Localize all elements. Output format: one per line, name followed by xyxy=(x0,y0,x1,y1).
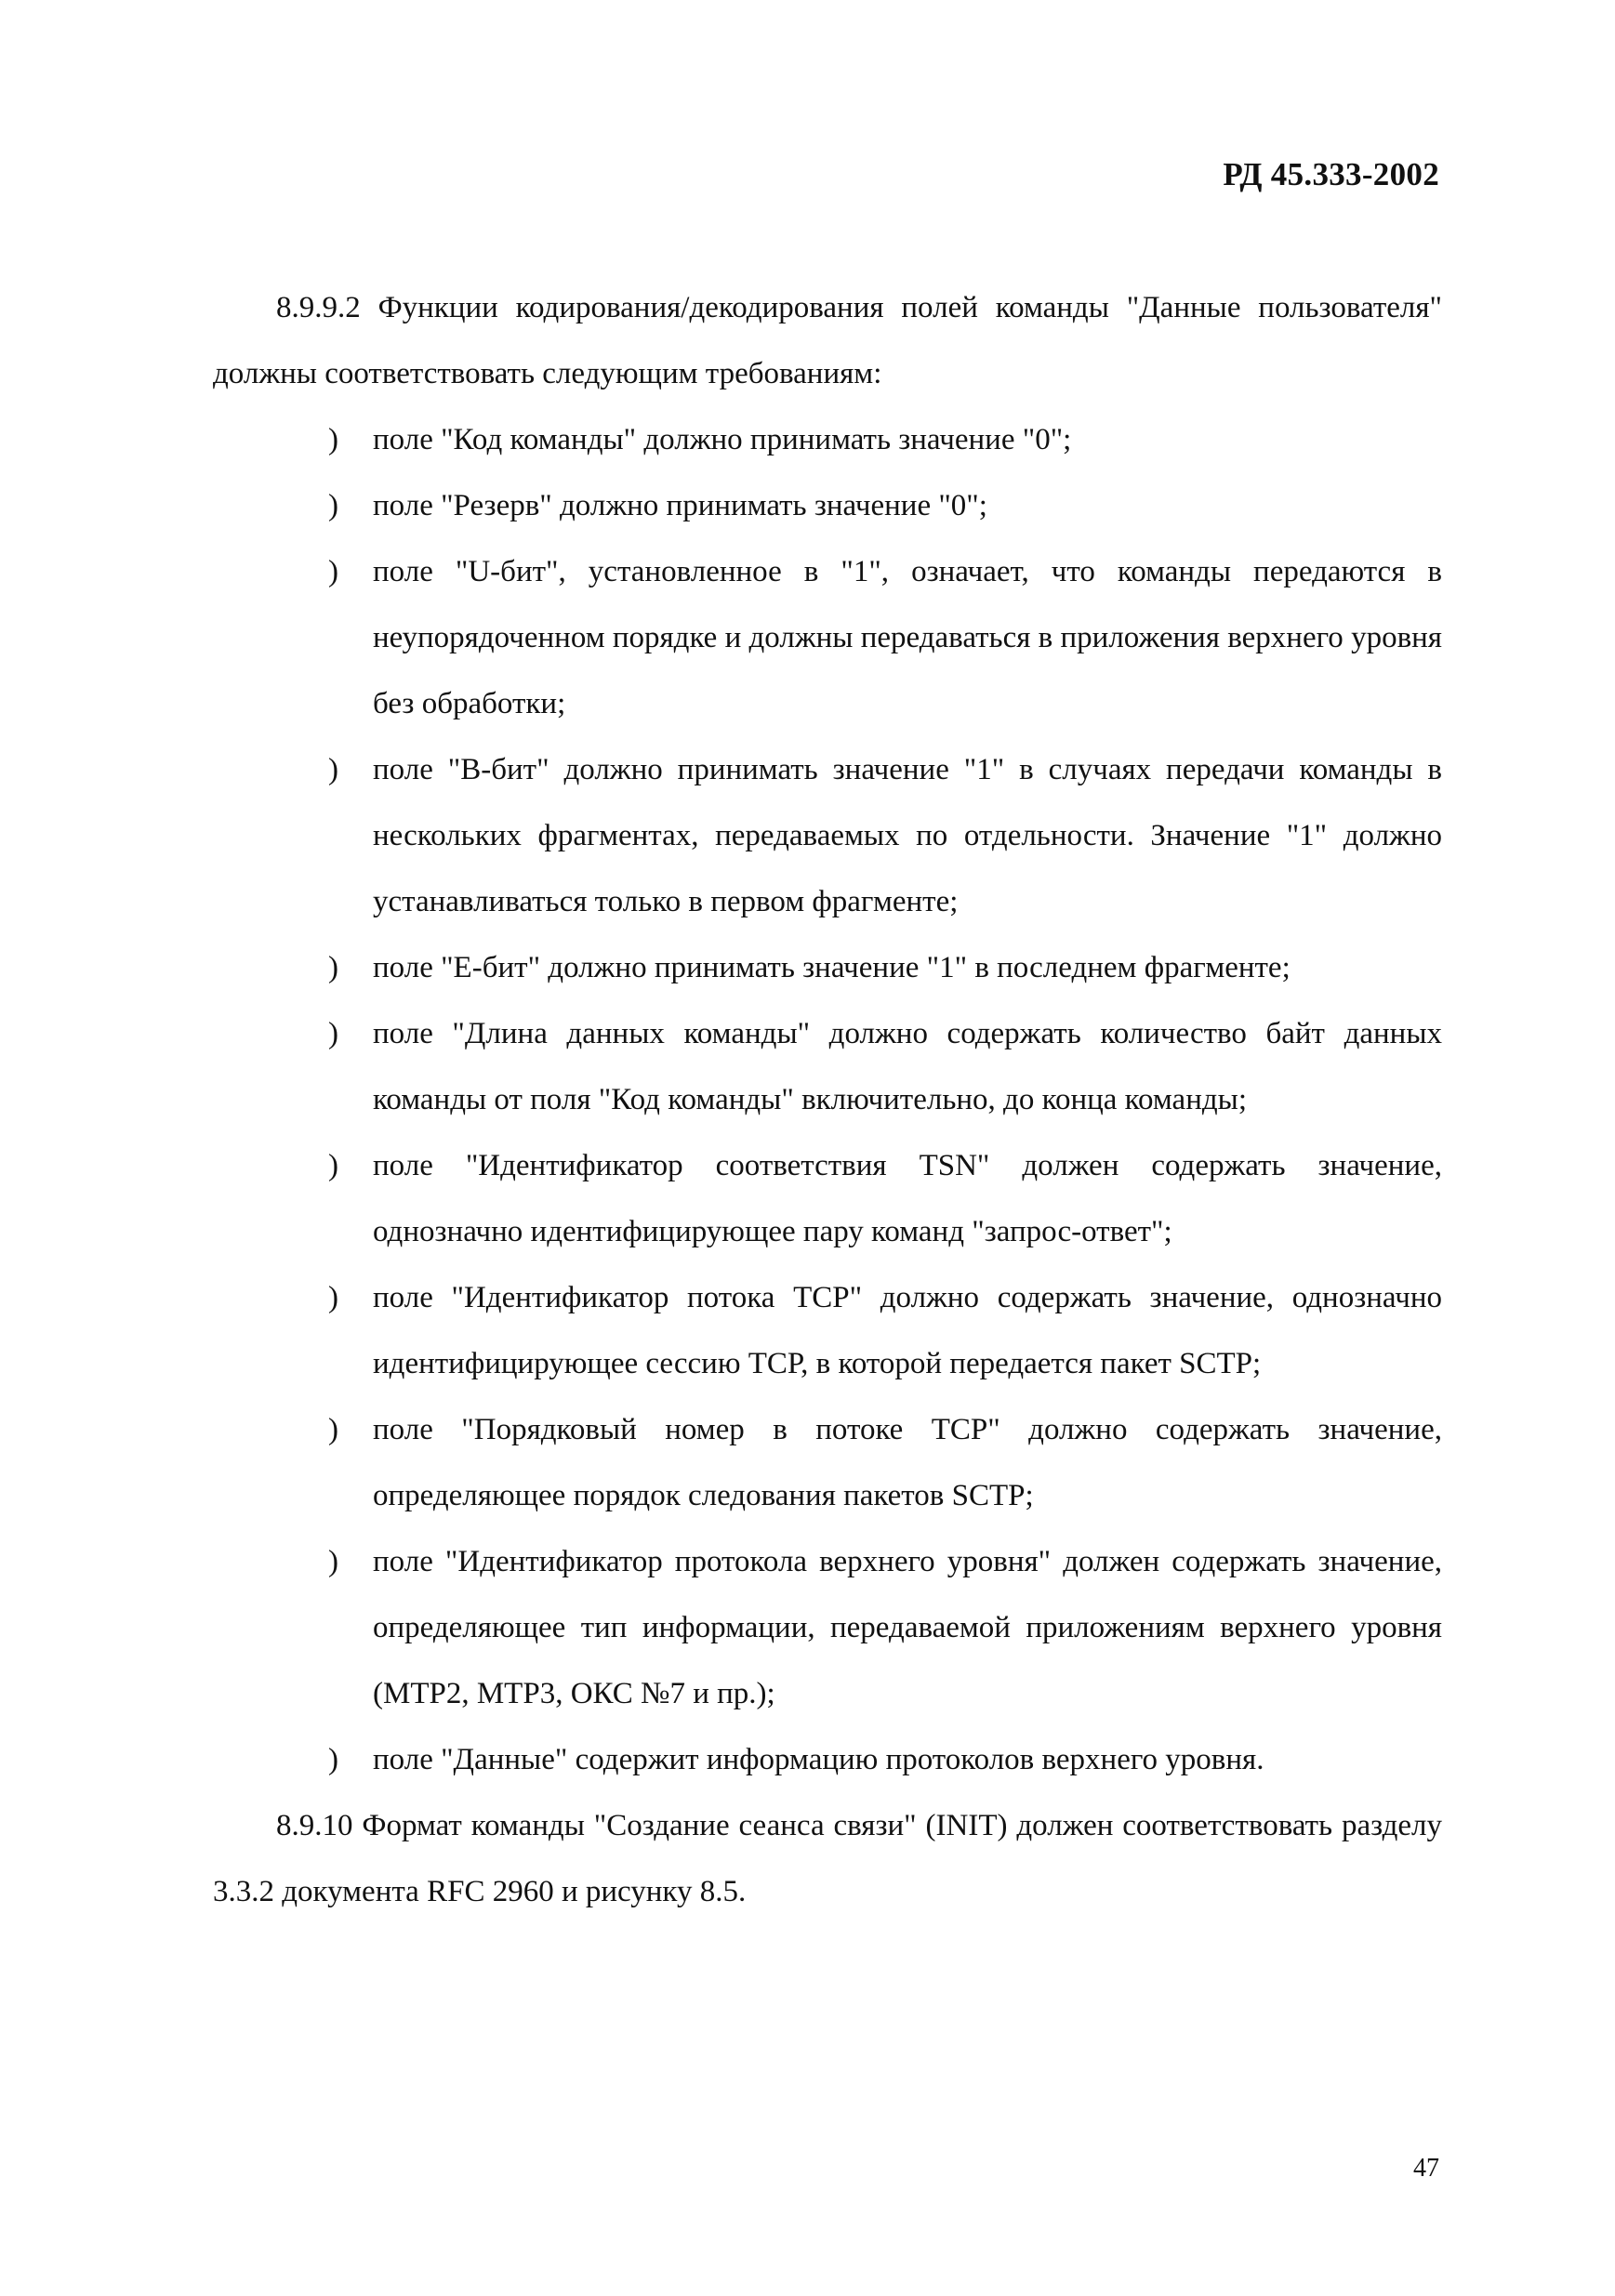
section-8-9-9-2-intro: 8.9.9.2 Функции кодирования/декодирования полей команды "Данные пользователя" должны соответствовать следующим требованиям: xyxy=(213,291,1442,390)
list-item xyxy=(213,539,1442,737)
bullet-marker: ) xyxy=(328,1149,338,1182)
bullet-marker: ) xyxy=(328,951,338,984)
list-item-text: поле "Идентификатор протокола верхнего уровня" должен содержать значение, определяющее тип информации, передаваемой приложениям верхнего уровня (МТР2, МТР3, ОКС №7 и пр.); xyxy=(373,1545,1442,1710)
list-item-text: поле "Резерв" должно принимать значение "0"; xyxy=(373,489,987,522)
list-item-text: поле "Е-бит" должно принимать значение "1" в последнем фрагменте; xyxy=(373,951,1291,984)
bullet-marker: ) xyxy=(328,1017,338,1050)
list-item xyxy=(213,737,1442,935)
bullet-marker: ) xyxy=(328,1743,338,1776)
document-code-header: РД 45.333-2002 xyxy=(1223,156,1439,192)
bullet-marker: ) xyxy=(328,1281,338,1314)
list-item xyxy=(213,1001,1442,1133)
list-item xyxy=(213,407,1442,473)
list-item xyxy=(213,1727,1442,1793)
list-item-text: поле "Идентификатор соответствия TSN" должен содержать значение, однозначно идентифицирующее пару команд "запрос-ответ"; xyxy=(373,1149,1442,1248)
bullet-marker: ) xyxy=(328,753,338,786)
list-item-text: поле "Идентификатор потока ТСР" должно содержать значение, однозначно идентифицирующее сессию ТСР, в которой передается пакет SCTP; xyxy=(373,1281,1442,1380)
bullet-marker: ) xyxy=(328,489,338,522)
list-item-text: поле "U-бит", установленное в "1", означает, что команды передаются в неупорядоченном порядке и должны передаваться в приложения верхнего уровня без обработки; xyxy=(373,555,1442,720)
bullet-marker: ) xyxy=(328,1413,338,1446)
section-8-9-10-text: 8.9.10 Формат команды "Создание сеанса связи" (INIT) должен соответствовать разделу 3.3.2 документа RFC 2960 и рисунку 8.5. xyxy=(213,1809,1442,1908)
list-item-text: поле "В-бит" должно принимать значение "1" в случаях передачи команды в нескольких фрагментах, передаваемых по отдельности. Значение "1" должно устанавливаться только в первом фрагменте; xyxy=(373,753,1442,918)
list-item xyxy=(213,1265,1442,1397)
requirements-list xyxy=(213,407,1442,1793)
list-item-text: поле "Порядковый номер в потоке ТСР" должно содержать значение, определяющее порядок следования пакетов SCTP; xyxy=(373,1413,1442,1512)
list-item xyxy=(213,1133,1442,1265)
list-item-text: поле "Данные" содержит информацию протоколов верхнего уровня. xyxy=(373,1743,1264,1776)
bullet-marker: ) xyxy=(328,555,338,588)
list-item xyxy=(213,1397,1442,1529)
list-item xyxy=(213,1529,1442,1727)
bullet-marker: ) xyxy=(328,1545,338,1578)
page-number: 47 xyxy=(1413,2154,1439,2183)
bullet-marker: ) xyxy=(328,423,338,456)
list-item xyxy=(213,473,1442,539)
page-body xyxy=(213,275,1442,1925)
list-item-text: поле "Длина данных команды" должно содержать количество байт данных команды от поля "Код команды" включительно, до конца команды; xyxy=(373,1017,1442,1116)
list-item xyxy=(213,935,1442,1001)
list-item-text: поле "Код команды" должно принимать значение "0"; xyxy=(373,423,1072,456)
